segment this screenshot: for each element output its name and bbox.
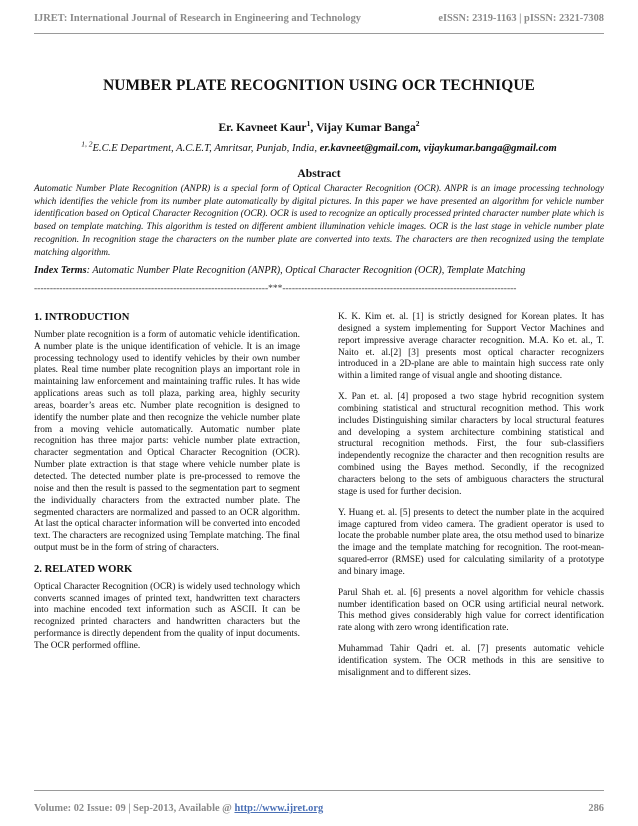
journal-header xyxy=(34,13,604,24)
paragraph: X. Pan et. al. [4] proposed a two stage hybrid recognition system combining statistical and structural recognition method. This work includes Distinguishing similar characters by local structural features and developing a system architecture combining statistical and structural recognition methods. First, the four sub-classifiers independently recognize the character and then recognition results are combined using the Bayes method. Secondly, if the recognized characters belong to the sets of ambiguous characters the structural stage is used for further decision. xyxy=(338,392,604,497)
journal-footer xyxy=(34,803,604,814)
footer-volume xyxy=(34,803,323,814)
index-terms xyxy=(34,265,614,276)
affiliation-sup: 1, 2 xyxy=(81,139,93,149)
affiliation-text: E.C.E Department, A.C.E.T, Amritsar, Punjab, India, xyxy=(92,143,320,154)
abstract-heading: Abstract xyxy=(297,167,341,180)
author-2-sup: 2 xyxy=(415,119,420,129)
abstract-text: Automatic Number Plate Recognition (ANPR) is a special form of Optical Character Recognition (OCR). ANPR is an image processing technology which identifies the vehicle from its number plate automatically by digital pictures. In this paper we have presented an algorithm for vehicle number identification based on Optical Character Recognition (OCR). OCR is used to recognize an optically processed printed character number plate which is based on template matching. This algorithm is tested on different ambient illumination vehicle images. OCR is the last stage in vehicle number plate recognition. In recognition stage the characters on the number plate are converted into texts. The characters are then recognized using the template matching algorithm. xyxy=(34,184,604,258)
section-divider: --------------------------------------------------------------------------***-------------------------------------------------------------------------- xyxy=(34,284,517,294)
page-number: 286 xyxy=(588,803,604,814)
paper-title: NUMBER PLATE RECOGNITION USING OCR TECHNIQUE xyxy=(103,77,535,94)
paragraph: Parul Shah et. al. [6] presents a novel algorithm for vehicle chassis number identification based on OCR using artificial neural network. This method gives considerably high value for correct identification rate along with zero wrong identification rate. xyxy=(338,587,604,634)
index-terms-label: Index Terms xyxy=(34,265,87,276)
affiliation xyxy=(34,139,604,154)
volume-info: Volume: 02 Issue: 09 | Sep-2013, Available @ xyxy=(34,803,235,814)
introduction-heading: 1. INTRODUCTION xyxy=(34,312,130,323)
author-1-sup: 1 xyxy=(306,119,311,129)
header-rule xyxy=(34,33,604,34)
footer-rule xyxy=(34,790,604,791)
index-terms-text: : Automatic Number Plate Recognition (ANPR), Optical Character Recognition (OCR), Template Matching xyxy=(86,265,526,276)
author-separator: , xyxy=(310,121,316,134)
left-column xyxy=(34,312,300,662)
author-emails: er.kavneet@gmail.com, vijaykumar.banga@gmail.com xyxy=(319,143,557,154)
related-work-paragraph: Optical Character Recognition (OCR) is widely used technology which converts scanned images of printed text, handwritten text characters into machine encoded text information such as ASCII. It can be recognized printed characters and handwritten characters but the performance is directly dependent from the quality of input documents. The OCR performed offline. xyxy=(34,581,300,651)
paragraph: Y. Huang et. al. [5] presents to detect the number plate in the acquired image captured from video camera. The gradient operator is used to locate the probable number plate area, the otsu method used to binarize the image and the template matching for recognition. The root-mean-squared-error (RMSE) used for calculating similarity of a prototype and binary image. xyxy=(338,507,604,577)
author-1: Er. Kavneet Kaur xyxy=(218,121,307,134)
introduction-paragraph: Number plate recognition is a form of automatic vehicle identification. A number plate is the unique identification of vehicle. It is an image processing technology used to identify vehicles by their own number plates. Real time number plate recognition plays an important role in maintaining law enforcement and maintaining traffic rules. It has wide applications areas such as toll plaza, parking area, highly security areas, boarder’s areas etc. Number plate recognition is designed to identify the number plate and then recognize the vehicle number plate from a moving vehicle automatically. Automatic number plate recognition has three major parts: vehicle number plate extraction, character segmentation and Optical Character Recognition (OCR). Number plate extraction is that stage where vehicle number plate is detected. The detected number plate is pre-processed to remove the noise and then the result is passed to the segmentation part to segment the individually characters from the extracted number plate. The segmented characters are normalized and passed to an OCR algorithm. At last the optical character information will be converted into encoded text. The characters are recognized using Template matching. The final output must be in the form of string of characters. xyxy=(34,329,300,554)
journal-name: IJRET: International Journal of Research in Engineering and Technology xyxy=(34,13,361,24)
author-line xyxy=(34,121,604,134)
related-work-heading: 2. RELATED WORK xyxy=(34,563,133,575)
paragraph: Muhammad Tahir Qadri et. al. [7] presents automatic vehicle identification system. The OCR methods in this are sensitive to misalignment and to different sizes. xyxy=(338,644,604,678)
journal-url-link[interactable]: http://www.ijret.org xyxy=(234,803,324,814)
right-column xyxy=(338,312,604,689)
issn-info: eISSN: 2319-1163 | pISSN: 2321-7308 xyxy=(438,13,604,24)
author-2: Vijay Kumar Banga xyxy=(315,121,416,134)
paragraph: K. K. Kim et. al. [1] is strictly designed for Korean plates. It has designed a system implementing for Support Vector Machines and report impressive average character recognition. M.A. Ko et. al., T. Naito et. al.[2] [3] presents most optical character recognizers introduced in a 2D-plane are able to maintain high success rate only within a limited range of visual angle and shooting distance. xyxy=(338,312,604,382)
